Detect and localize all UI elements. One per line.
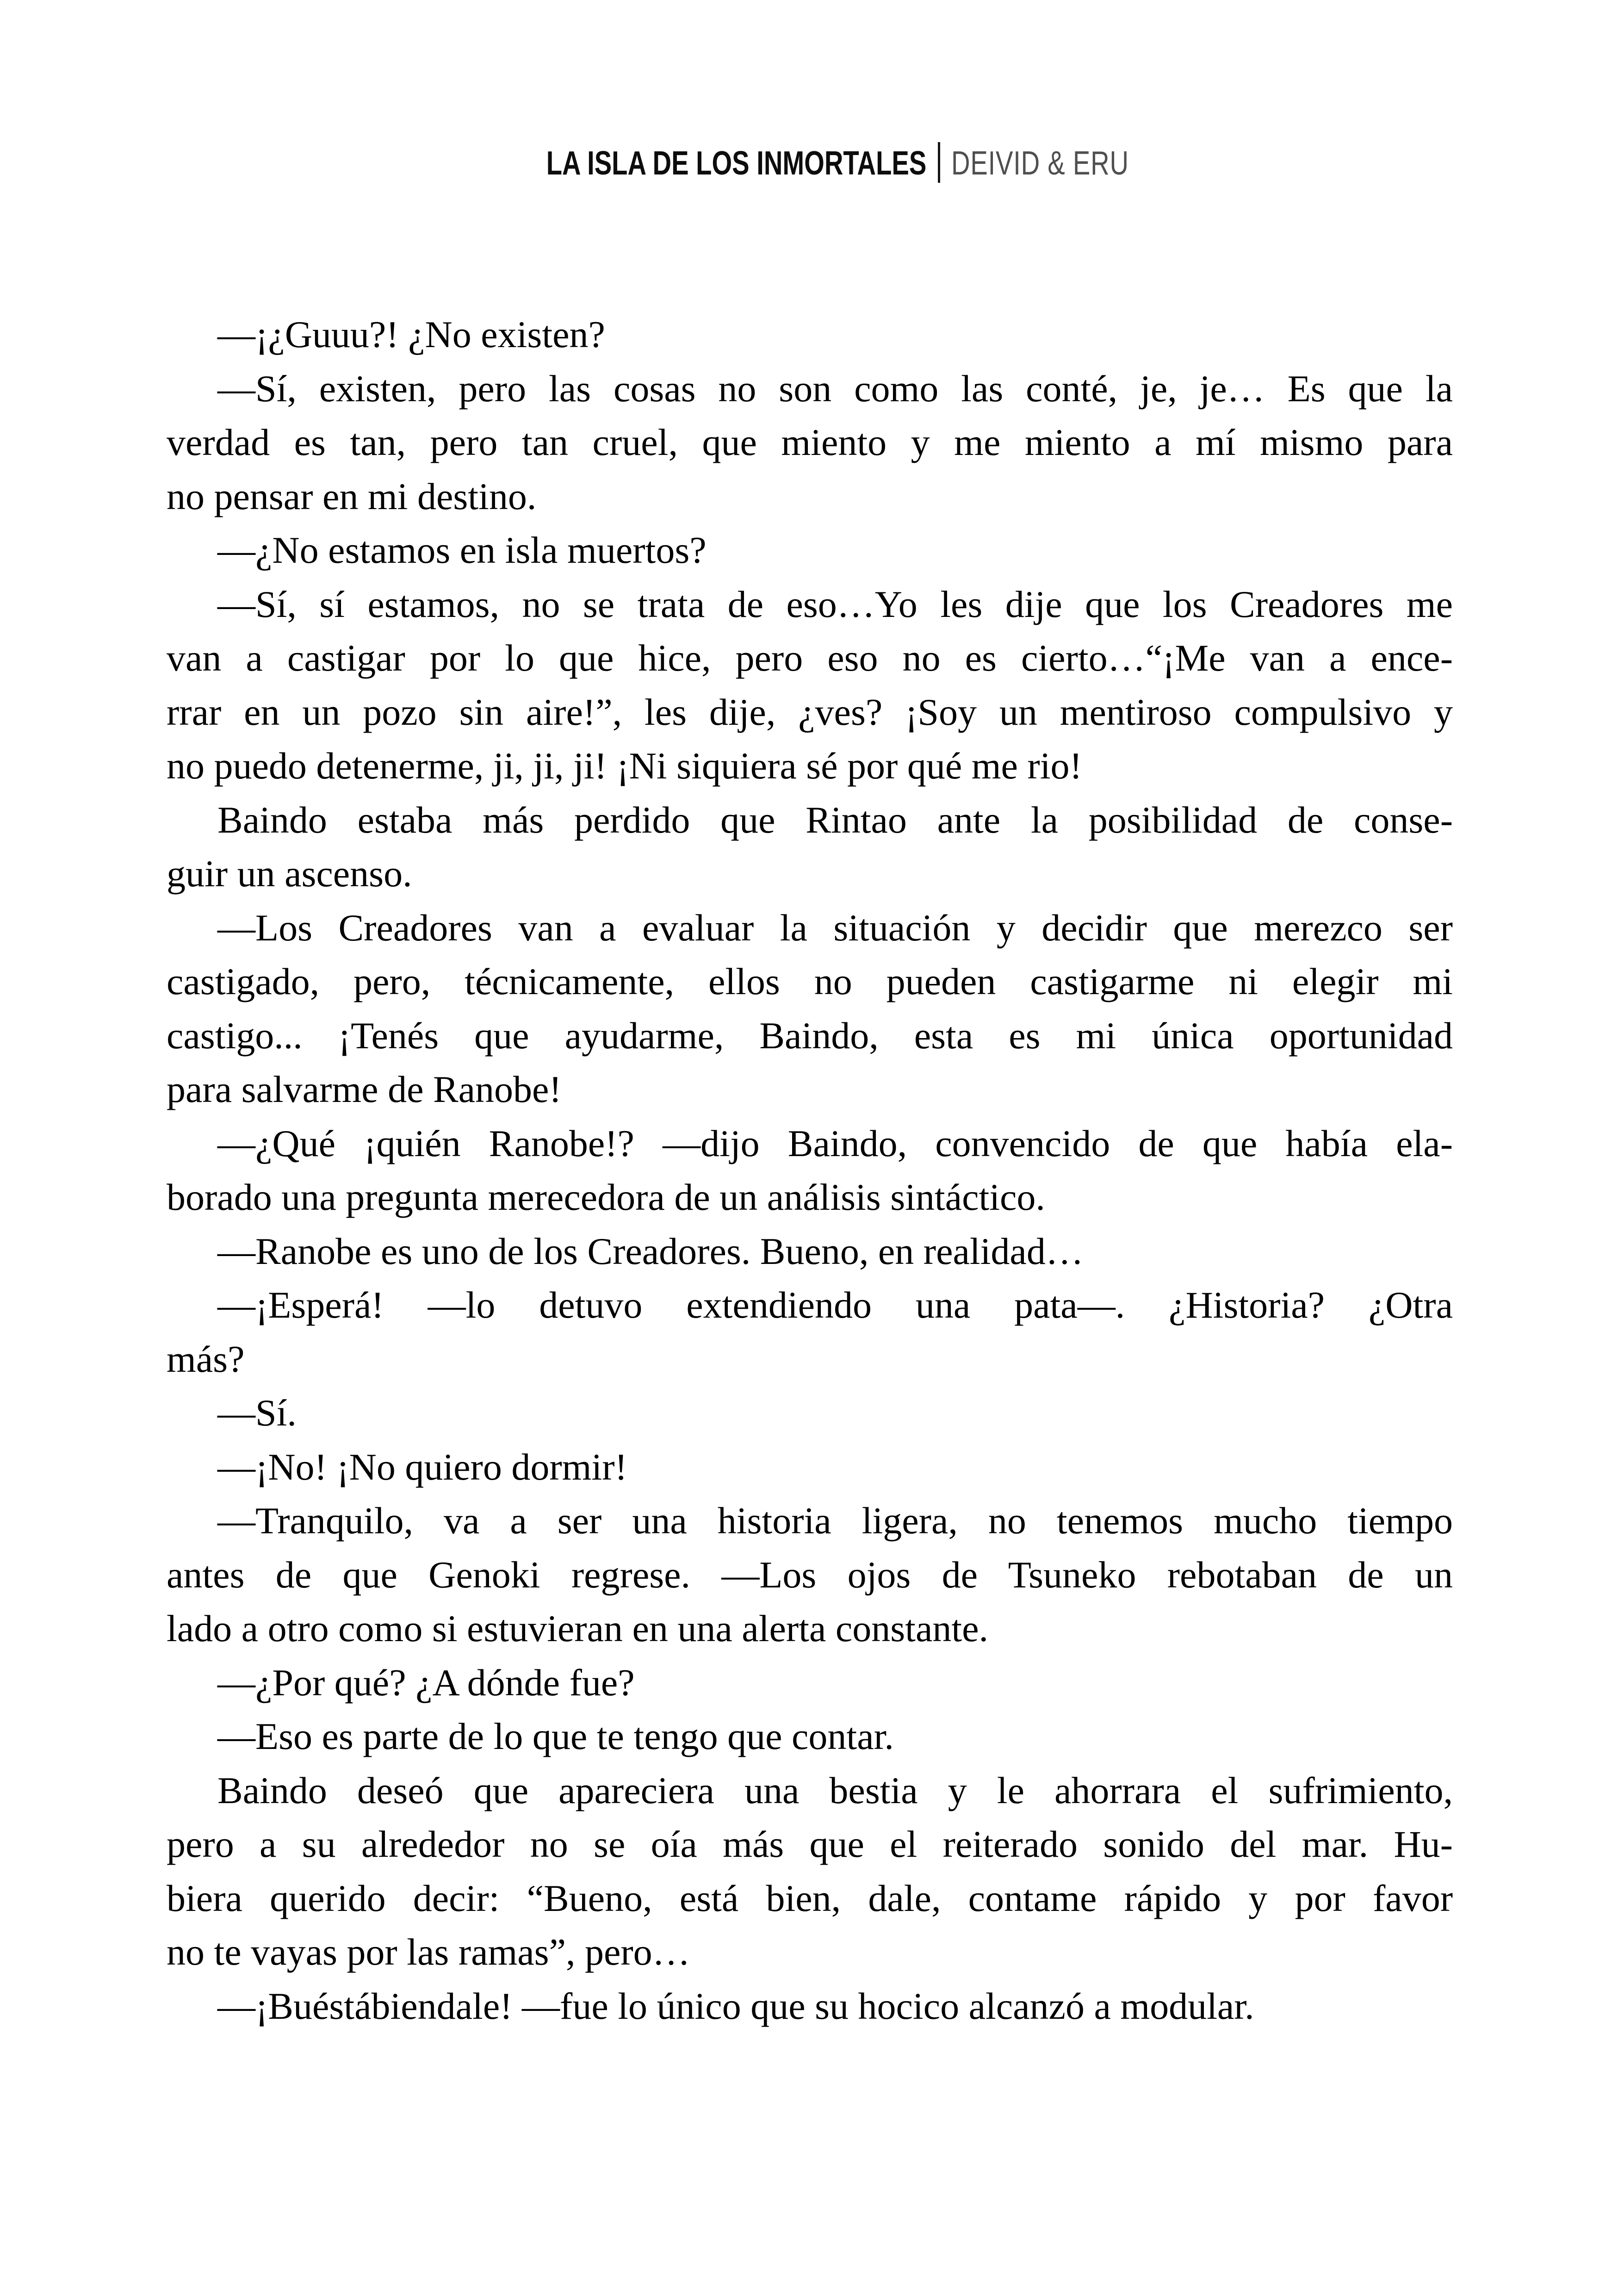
header-separator-bar: [938, 142, 940, 183]
text-line: no te vayas por las ramas”, pero…: [167, 1931, 690, 1973]
text-line: para salvarme de Ranobe!: [167, 1068, 562, 1110]
text-line: Baindo estaba más perdido que Rintao ante la posibilidad de conse-: [217, 798, 1453, 841]
text-line: no pensar en mi destino.: [167, 475, 537, 517]
text-line: —¡No! ¡No quiero dormir!: [217, 1445, 627, 1488]
authors: DEIVID & ERU: [951, 145, 1129, 182]
text-line: pero a su alrededor no se oía más que el reiterado sonido del mar. Hu-: [167, 1823, 1453, 1865]
page-text: [167, 308, 1453, 2033]
text-line: —¡Esperá! —lo detuvo extendiendo una pata—. ¿Historia? ¿Otra: [217, 1284, 1453, 1326]
text-line: —Ranobe es uno de los Creadores. Bueno, en realidad…: [217, 1230, 1084, 1272]
text-line: antes de que Genoki regrese. —Los ojos de Tsuneko rebotaban de un: [167, 1553, 1453, 1596]
text-line: —¿No estamos en isla muertos?: [217, 529, 707, 571]
text-line: Baindo deseó que apareciera una bestia y le ahorrara el sufrimiento,: [217, 1769, 1453, 1811]
text-line: —Sí, existen, pero las cosas no son como las conté, je, je… Es que la: [217, 367, 1453, 410]
text-line: verdad es tan, pero tan cruel, que miento y me miento a mí mismo para: [167, 421, 1453, 463]
text-line: —¡¿Guuu?! ¿No existen?: [217, 313, 605, 355]
running-header: [0, 142, 1618, 183]
text-line: —Tranquilo, va a ser una historia ligera, no tenemos mucho tiempo: [217, 1500, 1453, 1542]
text-line: más?: [167, 1338, 245, 1380]
text-line: —Sí.: [217, 1392, 297, 1434]
text-line: —Los Creadores van a evaluar la situación y decidir que merezco ser: [217, 906, 1453, 949]
text-line: —¡Buéstábiendale! —fue lo único que su hocico alcanzó a modular.: [217, 1985, 1254, 2027]
book-title: LA ISLA DE LOS INMORTALES: [546, 145, 927, 182]
text-line: castigado, pero, técnicamente, ellos no pueden castigarme ni elegir mi: [167, 960, 1453, 1002]
text-line: —¿Qué ¡quién Ranobe!? —dijo Baindo, convencido de que había ela-: [217, 1122, 1453, 1164]
text-line: —¿Por qué? ¿A dónde fue?: [217, 1661, 635, 1704]
text-line: no puedo detenerme, ji, ji, ji! ¡Ni siquiera sé por qué me rio!: [167, 745, 1082, 787]
text-line: guir un ascenso.: [167, 852, 412, 895]
text-line: lado a otro como si estuvieran en una alerta constante.: [167, 1607, 989, 1649]
text-line: —Sí, sí estamos, no se trata de eso…Yo les dije que los Creadores me: [217, 583, 1453, 625]
text-line: —Eso es parte de lo que te tengo que contar.: [217, 1715, 894, 1757]
text-line: borado una pregunta merecedora de un análisis sintáctico.: [167, 1176, 1045, 1218]
text-line: rrar en un pozo sin aire!”, les dije, ¿ves? ¡Soy un mentiroso compulsivo y: [167, 691, 1453, 733]
text-line: castigo... ¡Tenés que ayudarme, Baindo, esta es mi única oportunidad: [167, 1014, 1453, 1057]
text-line: biera querido decir: “Bueno, está bien, dale, contame rápido y por favor: [167, 1877, 1453, 1919]
text-line: van a castigar por lo que hice, pero eso no es cierto…“¡Me van a ence-: [167, 637, 1453, 679]
